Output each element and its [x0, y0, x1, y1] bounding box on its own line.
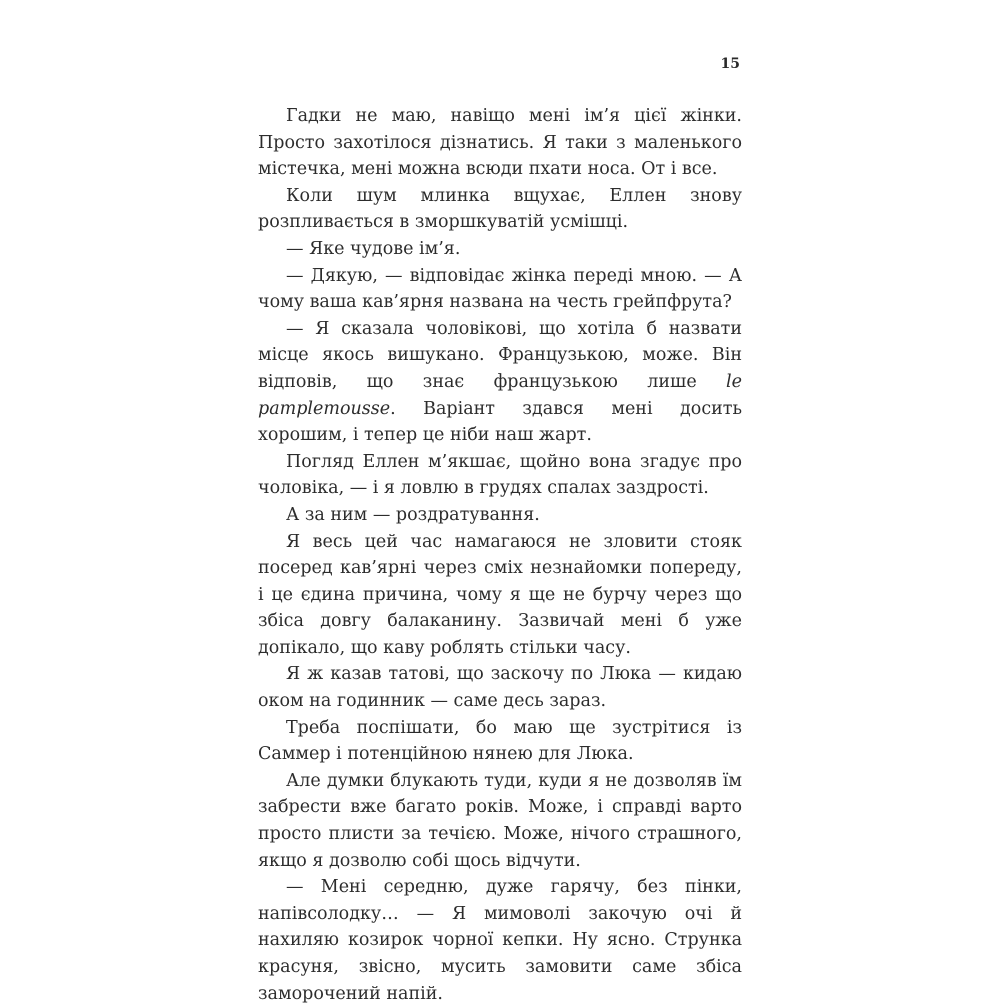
- paragraph-text: — Я сказала чоловікові, що хотіла б назвати місце якось вишукано. Французькою, може. Він відповів, що знає французькою лише: [258, 318, 742, 392]
- paragraph: [258, 316, 742, 449]
- italic-phrase: le pamplemousse: [258, 371, 742, 419]
- paragraph: Коли шум млинка вщухає, Еллен знову розпливається в зморшкуватій усмішці.: [258, 185, 742, 233]
- paragraph: Погляд Еллен м’якшає, щойно вона згадує про чоловіка, — і я ловлю в грудях спалах заздрості.: [258, 451, 742, 499]
- paragraph: — Мені середню, дуже гарячу, без пінки, напівсолодку… — Я мимоволі закочую очі й нахиляю козирок чорної кепки. Ну ясно. Струнка красуня, звісно, мусить замовити саме збіса заморочений напій.: [258, 877, 742, 1004]
- paragraph: Я ж казав татові, що заскочу по Люка — кидаю оком на годинник — саме десь зараз.: [258, 664, 742, 712]
- paragraph: А за ним — роздратування.: [286, 504, 540, 525]
- body-text: [258, 103, 742, 1007]
- paragraph: Але думки блукають туди, куди я не дозволяв їм забрести вже багато років. Може, і справді варто просто плисти за течією. Може, нічого страшного, якщо я дозволю собі щось відчути.: [258, 770, 742, 871]
- paragraph: Треба поспішати, бо маю ще зустрітися із Саммер і потенційною нянею для Люка.: [258, 717, 742, 765]
- paragraph: — Яке чудове ім’я.: [286, 238, 461, 259]
- paragraph-text: . Варіант здався мені досить хорошим, і тепер це ніби наш жарт.: [258, 398, 742, 446]
- paragraph: — Дякую, — відповідає жінка переді мною. — А чому ваша кав’ярня названа на честь грейпфрута?: [258, 265, 742, 313]
- page-number: 15: [720, 56, 740, 72]
- paragraph: Я весь цей час намагаюся не зловити стояк посеред кав’ярні через сміх незнайомки попереду, і це єдина причина, чому я ще не бурчу через що збіса довгу балаканину. Зазвичай мені б уже допікало, що каву роблять стільки часу.: [258, 531, 742, 658]
- paragraph: Гадки не маю, навіщо мені ім’я цієї жінки. Просто захотілося дізнатись. Я таки з маленького містечка, мені можна всюди пхати носа. От і все.: [258, 106, 742, 180]
